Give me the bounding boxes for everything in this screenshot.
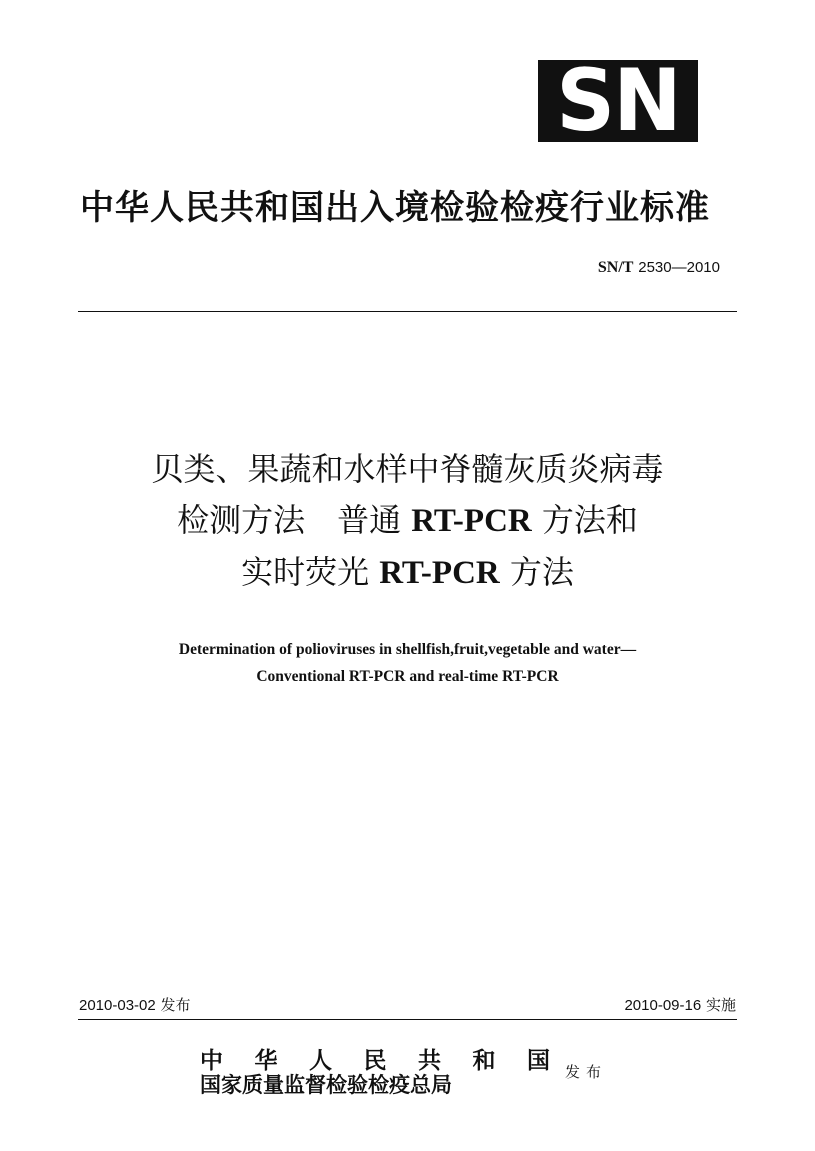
- implementation-date: [624, 994, 736, 1015]
- implementation-date-value: 2010-09-16: [624, 997, 702, 1014]
- issuer-country-char: 人: [309, 1047, 332, 1074]
- issuer-country-char: 国: [527, 1047, 550, 1074]
- sn-logo-text: SN: [556, 51, 680, 151]
- standard-code-prefix: SN/T: [597, 259, 634, 276]
- issuing-authorities: [200, 1047, 550, 1098]
- issue-date: [79, 994, 191, 1015]
- implementation-date-label: 实施: [705, 996, 736, 1014]
- chinese-title-line-1: 贝类、果蔬和水样中脊髓灰质炎病毒: [151, 450, 664, 488]
- chinese-title-line-2-part-a: 检测方法 普通: [177, 501, 412, 539]
- issuer-country-char: 共: [418, 1047, 441, 1074]
- issuer-agency: 国家质量监督检验检疫总局: [200, 1072, 452, 1097]
- issue-date-label: 发布: [160, 996, 191, 1014]
- chinese-title-line-2: [60, 495, 755, 547]
- issuer-country-char: 和: [472, 1047, 496, 1074]
- english-title: [60, 636, 755, 690]
- chinese-title-line-3-rtpcr: RT-PCR: [379, 555, 500, 591]
- issuer-country-char: 中: [200, 1047, 223, 1074]
- english-title-line-1: Determination of polioviruses in shellfish,fruit,vegetable and water—: [178, 641, 637, 658]
- publish-label: 发布: [565, 1063, 608, 1081]
- chinese-title-line-2-rtpcr: RT-PCR: [411, 503, 532, 539]
- chinese-title: [60, 444, 755, 599]
- standard-code-number: 2530—2010: [638, 259, 720, 276]
- standard-code: [598, 258, 720, 277]
- chinese-title-line-2-part-c: 方法和: [531, 501, 638, 539]
- issuer-country-char: 民: [363, 1047, 387, 1074]
- issuer-country: [200, 1047, 550, 1074]
- sn-logo: [538, 51, 698, 151]
- english-title-line-2: Conventional RT-PCR and real-time RT-PCR: [256, 668, 559, 685]
- issue-date-value: 2010-03-02: [79, 997, 156, 1014]
- top-divider: [78, 311, 737, 312]
- standard-type-title: 中华人民共和国出入境检验检疫行业标准: [80, 188, 710, 228]
- issuer-country-char: 华: [254, 1047, 278, 1074]
- bottom-divider: [78, 1019, 737, 1020]
- chinese-title-line-3-part-a: 实时荧光: [241, 553, 380, 591]
- chinese-title-line-3: [60, 547, 755, 599]
- chinese-title-line-3-part-c: 方法: [499, 553, 574, 591]
